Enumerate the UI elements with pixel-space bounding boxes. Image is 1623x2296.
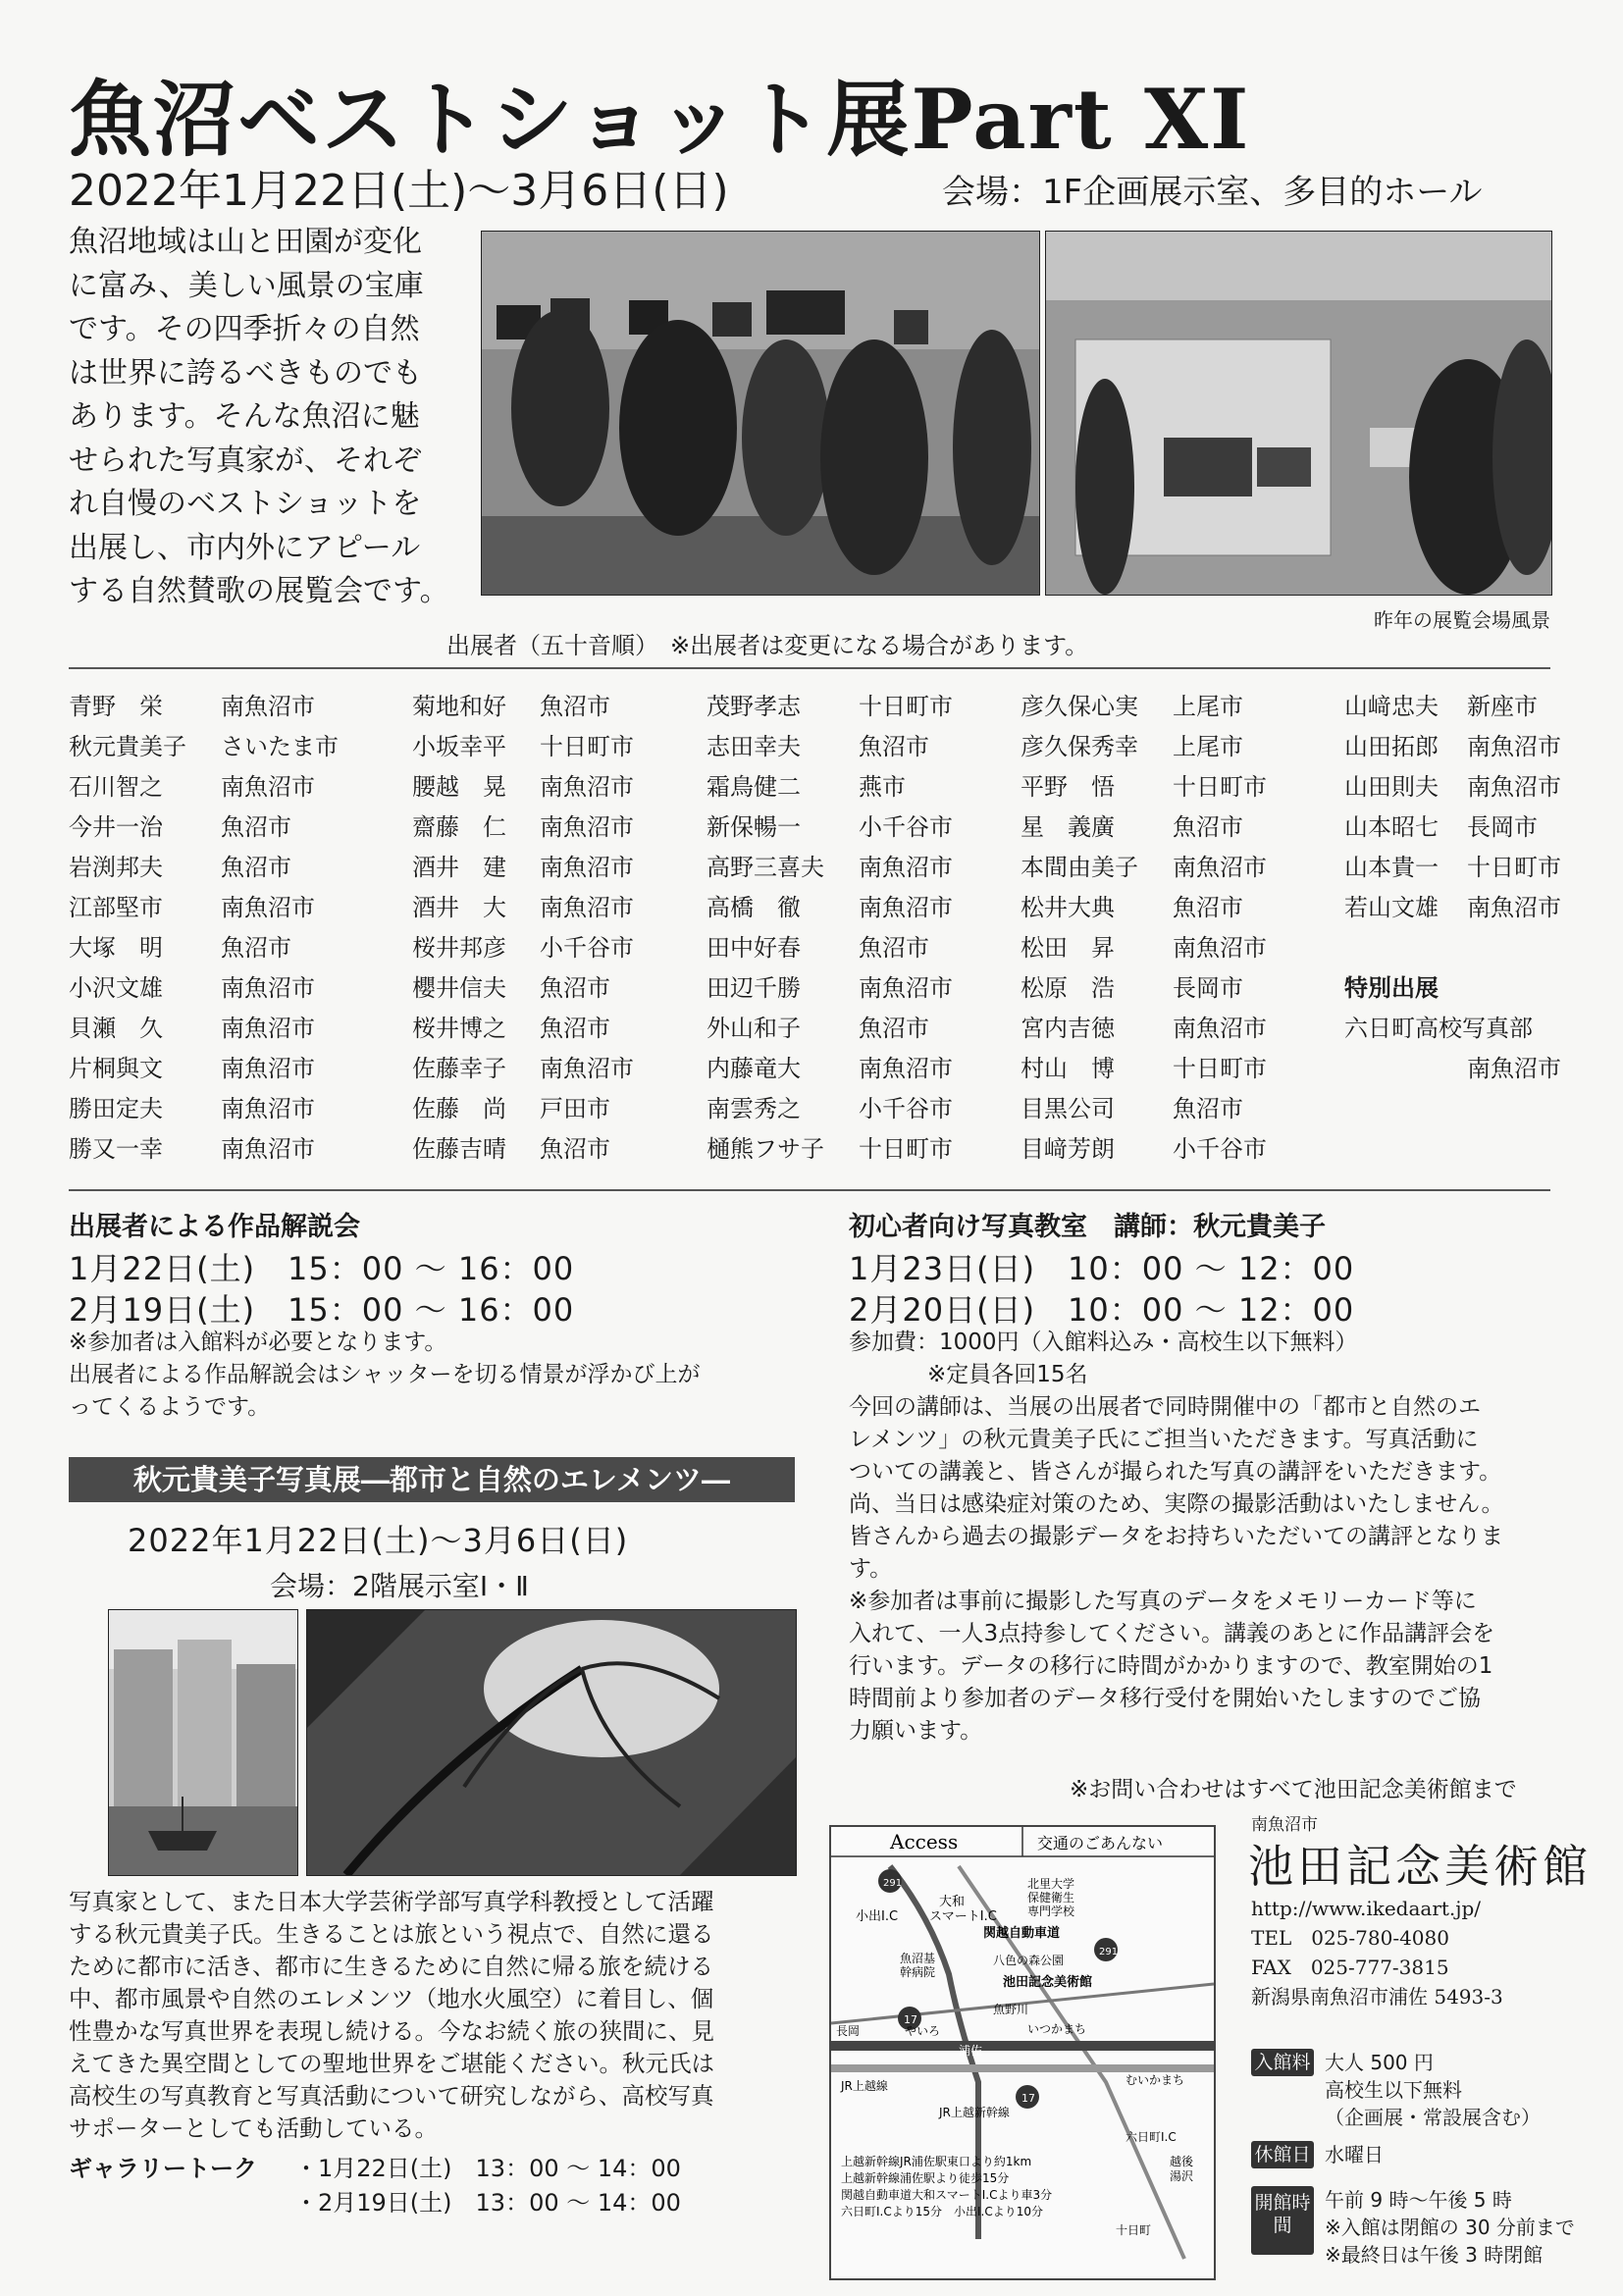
exhibitor-row bbox=[69, 767, 363, 808]
exhibitor-row bbox=[412, 767, 667, 808]
exhibitor-name: 彦久保心実 bbox=[1021, 693, 1138, 720]
class-line: ※参加者は事前に撮影した写真のデータをメモリーカード等に bbox=[849, 1589, 1477, 1614]
exhibitor-row bbox=[707, 1089, 991, 1129]
exhibitor-city: 南魚沼市 bbox=[221, 1095, 315, 1122]
exhibitor-row bbox=[1021, 1129, 1315, 1170]
map-yairo: やいろ bbox=[905, 2024, 941, 2038]
intro-line: は世界に誇るべきものでも bbox=[69, 355, 422, 391]
exhibitor-row bbox=[69, 848, 363, 888]
map-tokamachi: 十日町 bbox=[1116, 2223, 1152, 2237]
exhibitor-city: 南魚沼市 bbox=[859, 974, 953, 1002]
exhibitor-row bbox=[1344, 727, 1561, 767]
class-description bbox=[849, 1391, 1565, 1748]
akimoto-line: えてきた異空間としての聖地世界をご堪能ください。秋元氏は bbox=[69, 2050, 714, 2077]
exhibitor-row bbox=[1021, 968, 1315, 1009]
exhibitor-city: 南魚沼市 bbox=[540, 813, 634, 841]
exhibitor-row bbox=[412, 1009, 667, 1049]
admission-student: 高校生以下無料 bbox=[1325, 2078, 1462, 2102]
class-date-1: 1月23日(日) 10：00 ～ 12：00 bbox=[849, 1250, 1355, 1287]
museum-city: 南魚沼市 bbox=[1251, 1815, 1318, 1835]
class-capacity: ※定員各回15名 bbox=[927, 1362, 1088, 1387]
intro-line: 出展し、市内外にアピール bbox=[69, 530, 421, 565]
akimoto-photo-city bbox=[108, 1609, 298, 1876]
exhibitor-city: 魚沼市 bbox=[540, 693, 610, 720]
exhibitor-name: 志田幸夫 bbox=[707, 733, 801, 760]
map-note: 六日町I.Cより15分 小出I.Cより10分 bbox=[841, 2205, 1044, 2218]
route-17-marker-1: 17 bbox=[904, 2013, 917, 2026]
exhibitor-name: 佐藤吉晴 bbox=[412, 1135, 506, 1163]
akimoto-line: 高校生の写真教育と写真活動について研究しながら、高校写真 bbox=[69, 2082, 714, 2110]
exhibitor-city: 南魚沼市 bbox=[540, 1055, 634, 1082]
exhibitor-city: 燕市 bbox=[859, 773, 906, 801]
class-date-2: 2月20日(日) 10：00 ～ 12：00 bbox=[849, 1291, 1355, 1329]
class-line: 力願います。 bbox=[849, 1718, 983, 1744]
exhibitor-row bbox=[412, 888, 667, 928]
exhibitor-row bbox=[707, 968, 991, 1009]
map-muikamachi: むいかまち bbox=[1126, 2073, 1185, 2087]
exhibitor-name: 高橋 徹 bbox=[707, 894, 801, 921]
museum-contact bbox=[1251, 1894, 1503, 2011]
exhibitor-name: 齋藤 仁 bbox=[412, 813, 506, 841]
exhibitor-name: 江部堅市 bbox=[69, 894, 163, 921]
exhibitor-row bbox=[1021, 1089, 1315, 1129]
map-note: 上越新幹線浦佐駅より徒歩15分 bbox=[841, 2171, 1010, 2185]
class-line: 今回の講師は、当展の出展者で同時開催中の「都市と自然のエ bbox=[849, 1394, 1481, 1420]
exhibitor-city: 魚沼市 bbox=[540, 1135, 610, 1163]
exhibitor-city: 南魚沼市 bbox=[221, 1015, 315, 1042]
class-line: ついての講義と、皆さんが撮られた写真の講評をいただきます。 bbox=[849, 1459, 1502, 1485]
exhibitor-city: 十日町市 bbox=[1173, 773, 1267, 801]
exhibitor-name: 山田拓郎 bbox=[1344, 733, 1439, 760]
hours-note-2: ※最終日は午後 3 時閉館 bbox=[1325, 2243, 1544, 2267]
page-title: 魚沼ベストショット展Part XI bbox=[69, 71, 1251, 168]
exhibitor-city: 長岡市 bbox=[1173, 974, 1243, 1002]
exhibitor-row bbox=[707, 888, 991, 928]
intro-line: です。その四季折々の自然 bbox=[69, 312, 420, 346]
map-hachiiro: 八色の森公園 bbox=[993, 1954, 1065, 1967]
exhibitor-name: 桜井博之 bbox=[412, 1015, 506, 1042]
exhibitor-city: 南魚沼市 bbox=[1467, 733, 1561, 760]
exhibitor-city: 魚沼市 bbox=[221, 813, 291, 841]
intro-line: する自然賛歌の展覧会です。 bbox=[69, 574, 449, 608]
exhibitor-column-1 bbox=[69, 687, 363, 1170]
intro-line: せられた写真家が、それぞ bbox=[69, 443, 422, 478]
exhibitor-city: 小千谷市 bbox=[859, 1095, 953, 1122]
talk-heading: 出展者による作品解説会 bbox=[69, 1212, 360, 1242]
admission-adult: 大人 500 円 bbox=[1325, 2051, 1434, 2074]
exhibitor-city: 上尾市 bbox=[1173, 733, 1243, 760]
exhibitor-name: 片桐與文 bbox=[69, 1055, 163, 1082]
exhibitor-row bbox=[707, 848, 991, 888]
map-access-title: Access bbox=[890, 1830, 959, 1853]
class-line: 時間前より参加者のデータ移行受付を開始いたしますのでご協 bbox=[849, 1686, 1481, 1711]
exhibitor-city: 小千谷市 bbox=[1173, 1135, 1267, 1163]
exhibitor-name: 小沢文雄 bbox=[69, 974, 163, 1002]
gallery-talk-date-1: ・1月22日(土) 13：00 ～ 14：00 bbox=[294, 2155, 681, 2182]
exhibitor-city: 南魚沼市 bbox=[221, 894, 315, 921]
map-kitasato: 北里大学 bbox=[1027, 1877, 1075, 1891]
exhibitor-row bbox=[1021, 767, 1315, 808]
intro-text bbox=[69, 221, 471, 614]
museum-url[interactable]: http://www.ikedaart.jp/ bbox=[1251, 1897, 1482, 1920]
exhibitor-row bbox=[707, 1009, 991, 1049]
exhibitor-name: 本間由美子 bbox=[1021, 854, 1138, 881]
map-subtitle: 交通のごあんない bbox=[1037, 1834, 1164, 1852]
exhibitor-name: 外山和子 bbox=[707, 1015, 801, 1042]
akimoto-line: 写真家として、また日本大学芸術学部写真学科教授として活躍 bbox=[69, 1888, 714, 1915]
exhibitor-row bbox=[1344, 687, 1555, 727]
exhibitor-row bbox=[707, 1049, 991, 1089]
special-exhibit-label: 特別出展 bbox=[1344, 974, 1439, 1002]
exhibitor-city: 魚沼市 bbox=[1173, 813, 1243, 841]
exhibitor-name: 勝田定夫 bbox=[69, 1095, 163, 1122]
closed-day-tag: 休館日 bbox=[1251, 2141, 1314, 2168]
exhibitor-city: 南魚沼市 bbox=[540, 773, 634, 801]
exhibitor-name: 佐藤幸子 bbox=[412, 1055, 506, 1082]
exhibitor-row bbox=[412, 1089, 667, 1129]
exhibitor-row bbox=[1344, 848, 1561, 888]
exhibitor-city: 十日町市 bbox=[859, 693, 953, 720]
map-yamato: 大和 bbox=[939, 1895, 966, 1909]
exhibitor-row bbox=[69, 687, 363, 727]
akimoto-description bbox=[69, 1886, 805, 2145]
talk-date-1: 1月22日(土) 15：00 ～ 16：00 bbox=[69, 1250, 575, 1287]
exhibitor-city: 魚沼市 bbox=[859, 934, 929, 962]
exhibitor-city: さいたま市 bbox=[221, 733, 339, 760]
exhibitor-name: 内藤竜大 bbox=[707, 1055, 801, 1082]
exhibitor-name: 目黒公司 bbox=[1021, 1095, 1115, 1122]
intro-line: 魚沼地域は山と田園が変化 bbox=[69, 225, 422, 259]
class-line: す。 bbox=[849, 1556, 893, 1582]
exhibitor-city: 魚沼市 bbox=[221, 854, 291, 881]
map-muikamachi-ic: 六日町I.C bbox=[1126, 2130, 1177, 2144]
exhibitor-column-4 bbox=[1021, 687, 1315, 1170]
exhibitor-name: 山本昭七 bbox=[1344, 813, 1439, 841]
exhibitor-row bbox=[69, 968, 363, 1009]
exhibitor-name: 目﨑芳朗 bbox=[1021, 1135, 1115, 1163]
exhibitor-row bbox=[707, 727, 991, 767]
exhibitor-row bbox=[412, 848, 667, 888]
exhibitor-city: 十日町市 bbox=[540, 733, 634, 760]
access-map bbox=[829, 1825, 1216, 2280]
exhibitor-name: 勝又一幸 bbox=[69, 1135, 163, 1163]
exhibitor-name: 腰越 晃 bbox=[412, 773, 506, 801]
akimoto-banner: 秋元貴美子写真展―都市と自然のエレメンツ― bbox=[69, 1457, 795, 1502]
exhibitor-name: 星 義廣 bbox=[1021, 813, 1115, 841]
exhibitor-name: 櫻井信夫 bbox=[412, 974, 506, 1002]
exhibitor-city: 魚沼市 bbox=[1173, 894, 1243, 921]
exhibitor-row bbox=[69, 1049, 363, 1089]
exhibitor-name: 田辺千勝 bbox=[707, 974, 801, 1002]
admission-info bbox=[1325, 2049, 1541, 2131]
exhibitor-row bbox=[69, 1129, 363, 1170]
map-koide-ic: 小出I.C bbox=[856, 1909, 899, 1924]
exhibitor-row bbox=[69, 1089, 363, 1129]
exhibitors-heading: 出展者（五十音順） ※出展者は変更になる場合があります。 bbox=[446, 632, 1089, 659]
exhibitor-name: 酒井 大 bbox=[412, 894, 506, 921]
gallery-talk-date-2: ・2月19日(土) 13：00 ～ 14：00 bbox=[294, 2189, 681, 2217]
exhibitor-column-2 bbox=[412, 687, 667, 1170]
route-291-marker-2: 291 bbox=[1099, 1947, 1119, 1957]
exhibitor-name: 彦久保秀幸 bbox=[1021, 733, 1138, 760]
exhibitor-city: 南魚沼市 bbox=[1173, 854, 1267, 881]
map-smart-ic: スマートI.C bbox=[929, 1909, 997, 1924]
class-line: レメンツ」の秋元貴美子氏にご担当いただきます。写真活動に bbox=[849, 1427, 1479, 1452]
exhibitor-name: 岩渕邦夫 bbox=[69, 854, 163, 881]
map-nagaoka: 長岡 bbox=[836, 2024, 861, 2038]
gallery-photo-right bbox=[1045, 231, 1552, 596]
class-line: 行います。データの移行に時間がかかりますので、教室開始の1 bbox=[849, 1653, 1493, 1679]
map-kitasato-2: 保健衛生 bbox=[1027, 1891, 1075, 1905]
map-jr-shinkansen: JR上越新幹線 bbox=[939, 2106, 1010, 2119]
exhibitor-city: 十日町市 bbox=[1173, 1055, 1267, 1082]
admission-note: （企画展・常設展含む） bbox=[1325, 2106, 1541, 2129]
exhibition-dates: 2022年1月22日(土)～3月6日(日) bbox=[69, 166, 729, 216]
exhibitor-city: 南魚沼市 bbox=[221, 1055, 315, 1082]
museum-fax: FAX 025-777-3815 bbox=[1251, 1956, 1449, 1979]
exhibitor-city: 十日町市 bbox=[859, 1135, 953, 1163]
exhibitor-name: 佐藤 尚 bbox=[412, 1095, 506, 1122]
exhibitor-name: 若山文雄 bbox=[1344, 894, 1439, 921]
exhibitor-row bbox=[412, 687, 667, 727]
hours-main: 午前 9 時～午後 5 時 bbox=[1325, 2188, 1512, 2212]
exhibitor-row bbox=[1344, 888, 1561, 928]
exhibitor-city: 南魚沼市 bbox=[859, 894, 953, 921]
exhibitor-row bbox=[1021, 687, 1315, 727]
exhibitor-name: 貝瀬 久 bbox=[69, 1015, 163, 1042]
map-echigo: 越後 bbox=[1170, 2155, 1194, 2168]
intro-line: あります。そんな魚沼に魅 bbox=[69, 399, 420, 434]
exhibitor-city: 魚沼市 bbox=[859, 733, 929, 760]
exhibitor-name: 石川智之 bbox=[69, 773, 163, 801]
exhibitor-name: 宮内吉徳 bbox=[1021, 1015, 1115, 1042]
exhibitor-name: 平野 悟 bbox=[1021, 773, 1115, 801]
exhibitor-row bbox=[1344, 808, 1555, 848]
class-line: 入れて、一人3点持参してください。講義のあとに作品講評会を bbox=[849, 1621, 1495, 1646]
map-ikeda-museum: 池田記念美術館 bbox=[1003, 1975, 1093, 1990]
gallery-talk-label: ギャラリートーク bbox=[69, 2155, 257, 2182]
akimoto-line: サポーターとしても活動している。 bbox=[69, 2114, 438, 2142]
hours-note-1: ※入館は閉館の 30 分前まで bbox=[1325, 2216, 1575, 2239]
exhibitor-name: 南雲秀之 bbox=[707, 1095, 801, 1122]
exhibitor-city: 魚沼市 bbox=[540, 1015, 610, 1042]
inquiry-note: ※お問い合わせはすべて池田記念美術館まで bbox=[1070, 1777, 1517, 1802]
exhibitor-name: 桜井邦彦 bbox=[412, 934, 506, 962]
exhibitor-city: 南魚沼市 bbox=[859, 1055, 953, 1082]
gallery-photo-left bbox=[481, 231, 1040, 596]
exhibitor-row bbox=[412, 968, 667, 1009]
exhibitor-name: 今井一治 bbox=[69, 813, 163, 841]
map-kanetsu: 関越自動車道 bbox=[983, 1926, 1061, 1941]
talk-date-2: 2月19日(土) 15：00 ～ 16：00 bbox=[69, 1291, 575, 1329]
exhibitor-name: 新保暢一 bbox=[707, 813, 801, 841]
exhibitor-name: 田中好春 bbox=[707, 934, 801, 962]
akimoto-line: 中、都市風景や自然のエレメンツ（地水火風空）に着目し、個 bbox=[69, 1985, 714, 2012]
photo-caption: 昨年の展覧会場風景 bbox=[1374, 608, 1550, 632]
divider-top bbox=[69, 667, 1550, 669]
exhibitor-name: 小坂幸平 bbox=[412, 733, 506, 760]
exhibitor-row bbox=[1344, 767, 1561, 808]
exhibitor-row bbox=[69, 888, 363, 928]
akimoto-line: 性豊かな写真世界を表現し続ける。今なお続く旅の狭間に、見 bbox=[69, 2017, 714, 2045]
route-17-marker-2: 17 bbox=[1021, 2092, 1035, 2105]
route-291-marker-1: 291 bbox=[883, 1878, 903, 1889]
exhibitor-row bbox=[412, 808, 667, 848]
museum-address: 新潟県南魚沼市浦佐 5493-3 bbox=[1251, 1985, 1503, 2009]
exhibitor-name: 大塚 明 bbox=[69, 934, 163, 962]
exhibitor-city: 南魚沼市 bbox=[540, 854, 634, 881]
exhibitor-row bbox=[412, 1129, 667, 1170]
map-jr-joetsu: JR上越線 bbox=[841, 2079, 888, 2093]
exhibitor-name: 酒井 建 bbox=[412, 854, 506, 881]
exhibitor-row bbox=[69, 808, 363, 848]
exhibitor-city: 南魚沼市 bbox=[221, 693, 315, 720]
exhibitor-row bbox=[1021, 848, 1315, 888]
exhibitor-column-5 bbox=[1344, 687, 1561, 1089]
exhibitor-row bbox=[1021, 808, 1315, 848]
divider-bottom bbox=[69, 1189, 1550, 1191]
exhibitor-row bbox=[1021, 888, 1315, 928]
exhibitor-name: 山田則夫 bbox=[1344, 773, 1439, 801]
exhibitor-name: 松田 昇 bbox=[1021, 934, 1115, 962]
exhibitor-city: 南魚沼市 bbox=[221, 974, 315, 1002]
hours-tag: 開館時間 bbox=[1251, 2186, 1314, 2255]
exhibitor-row bbox=[707, 928, 991, 968]
map-note: 上越新幹線JR浦佐駅東口より約1km bbox=[841, 2155, 1032, 2168]
exhibitor-row bbox=[1021, 928, 1315, 968]
class-fee: 参加費：1000円（入館料込み・高校生以下無料） bbox=[849, 1330, 1358, 1355]
map-itsukamachi: いつかまち bbox=[1027, 2022, 1087, 2036]
map-urasa: 浦佐 bbox=[959, 2044, 983, 2058]
exhibitor-city: 南魚沼市 bbox=[221, 773, 315, 801]
exhibitor-city: 小千谷市 bbox=[859, 813, 953, 841]
map-hospital-2: 幹病院 bbox=[900, 1965, 936, 1979]
exhibitor-row bbox=[69, 1009, 363, 1049]
special-exhibit-name: 六日町高校写真部 bbox=[1344, 1015, 1533, 1042]
exhibitor-row bbox=[69, 727, 363, 767]
exhibitor-city: 魚沼市 bbox=[540, 974, 610, 1002]
exhibitor-name: 樋熊フサ子 bbox=[707, 1135, 824, 1163]
talk-note-3: ってくるようです。 bbox=[69, 1394, 271, 1420]
exhibitor-city: 南魚沼市 bbox=[1467, 894, 1561, 921]
exhibitor-row bbox=[412, 928, 667, 968]
exhibition-venue: 会場：1F企画展示室、多目的ホール bbox=[942, 173, 1483, 212]
talk-note-2: 出展者による作品解説会はシャッターを切る情景が浮かび上が bbox=[69, 1362, 701, 1387]
exhibitor-name: 青野 栄 bbox=[69, 693, 163, 720]
exhibitor-city: 南魚沼市 bbox=[859, 854, 953, 881]
exhibitor-city: 南魚沼市 bbox=[540, 894, 634, 921]
exhibitor-city: 戸田市 bbox=[540, 1095, 610, 1122]
exhibitor-row bbox=[707, 767, 991, 808]
exhibitor-city: 上尾市 bbox=[1173, 693, 1243, 720]
map-uonogawa: 魚野川 bbox=[993, 2003, 1029, 2016]
exhibitor-row bbox=[1021, 1049, 1315, 1089]
class-line: 皆さんから過去の撮影データをお持ちいただいての講評となりま bbox=[849, 1524, 1503, 1549]
exhibitor-row bbox=[1021, 727, 1315, 767]
exhibitor-name: 松原 浩 bbox=[1021, 974, 1115, 1002]
akimoto-venue: 会場：2階展示室Ⅰ・Ⅱ bbox=[270, 1570, 529, 1602]
hours-info bbox=[1325, 2186, 1575, 2269]
exhibitor-city: 十日町市 bbox=[1467, 854, 1561, 881]
exhibitor-city: 長岡市 bbox=[1467, 813, 1538, 841]
exhibitor-city: 南魚沼市 bbox=[1467, 773, 1561, 801]
exhibitor-city: 魚沼市 bbox=[1173, 1095, 1243, 1122]
map-kitasato-3: 専門学校 bbox=[1027, 1905, 1075, 1918]
exhibitor-row bbox=[69, 928, 363, 968]
exhibitor-row bbox=[707, 1129, 991, 1170]
exhibitor-name: 高野三喜夫 bbox=[707, 854, 824, 881]
exhibitor-row bbox=[707, 808, 991, 848]
exhibitor-city: 小千谷市 bbox=[540, 934, 634, 962]
exhibitor-city: 南魚沼市 bbox=[1173, 934, 1267, 962]
exhibitor-city: 南魚沼市 bbox=[1173, 1015, 1267, 1042]
akimoto-line: する秋元貴美子氏。生きることは旅という視点で、自然に還る bbox=[69, 1920, 714, 1948]
akimoto-photo-fern bbox=[306, 1609, 797, 1876]
museum-name: 池田記念美術館 bbox=[1248, 1840, 1592, 1893]
exhibitor-name: 松井大典 bbox=[1021, 894, 1115, 921]
exhibitor-column-3 bbox=[707, 687, 991, 1170]
exhibitor-name: 秋元貴美子 bbox=[69, 733, 186, 760]
class-heading: 初心者向け写真教室 講師：秋元貴美子 bbox=[849, 1212, 1326, 1242]
exhibitor-row bbox=[412, 727, 667, 767]
map-note: 関越自動車道大和スマートI.Cより車3分 bbox=[841, 2188, 1053, 2202]
admission-tag: 入館料 bbox=[1251, 2049, 1314, 2076]
exhibitor-name: 霜鳥健二 bbox=[707, 773, 801, 801]
intro-line: に富み、美しい風景の宝庫 bbox=[69, 268, 424, 303]
spacer-row bbox=[1344, 928, 1555, 968]
exhibitor-city: 南魚沼市 bbox=[221, 1135, 315, 1163]
exhibitor-row bbox=[1021, 1009, 1315, 1049]
exhibitor-city: 魚沼市 bbox=[221, 934, 291, 962]
closed-day: 水曜日 bbox=[1325, 2143, 1384, 2166]
map-yuzawa: 湯沢 bbox=[1170, 2169, 1194, 2183]
exhibitor-name: 菊地和好 bbox=[412, 693, 506, 720]
exhibitor-row bbox=[707, 687, 991, 727]
map-hospital: 魚沼基 bbox=[900, 1952, 936, 1965]
class-line: 尚、当日は感染症対策のため、実際の撮影活動はいたしません。 bbox=[849, 1491, 1504, 1517]
akimoto-line: ために都市に活き、都市に生きるために自然に帰る旅を続ける bbox=[69, 1953, 714, 1980]
museum-tel: TEL 025-780-4080 bbox=[1251, 1926, 1449, 1950]
talk-note-1: ※参加者は入館料が必要となります。 bbox=[69, 1330, 447, 1355]
intro-line: れ自慢のベストショットを bbox=[69, 487, 422, 521]
exhibitor-city: 新座市 bbox=[1467, 693, 1538, 720]
exhibitor-row bbox=[412, 1049, 667, 1089]
exhibitor-name: 山﨑忠夫 bbox=[1344, 693, 1439, 720]
exhibitor-city: 魚沼市 bbox=[859, 1015, 929, 1042]
exhibitor-name: 茂野孝志 bbox=[707, 693, 801, 720]
exhibitor-name: 村山 博 bbox=[1021, 1055, 1115, 1082]
special-exhibit-city: 南魚沼市 bbox=[1467, 1055, 1561, 1082]
akimoto-dates: 2022年1月22日(土)～3月6日(日) bbox=[128, 1522, 629, 1559]
exhibitor-name: 山本貴一 bbox=[1344, 854, 1439, 881]
